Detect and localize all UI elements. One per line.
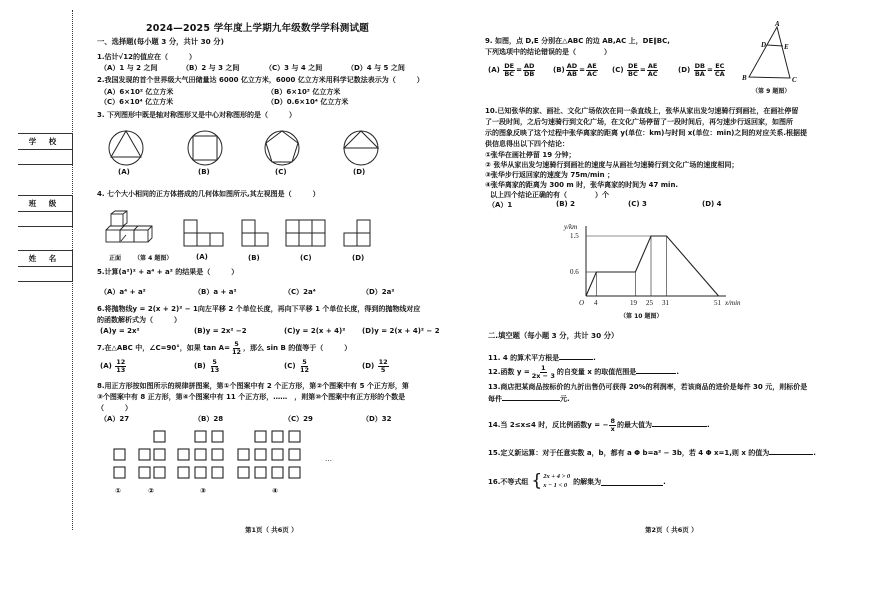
q2-option-d: （D）0.6×10⁴ 亿立方米 <box>267 98 349 106</box>
text-span: 12 <box>231 347 242 356</box>
class-label: 班 级 <box>18 196 72 212</box>
q6-option-d: (D)y = 2(x + 4)² − 2 <box>362 327 440 335</box>
name-label: 姓 名 <box>18 251 72 267</box>
chart-x-tick-19: 19 <box>630 299 637 307</box>
q9-point-c: C <box>792 76 797 84</box>
text-span: (A) <box>100 362 112 370</box>
q12 <box>488 365 679 379</box>
text-span: . <box>593 354 596 362</box>
q3-figure-b-circle-square <box>187 130 227 170</box>
chart-y-tick-1.5: 1.5 <box>570 232 579 240</box>
text-span: 13 <box>116 365 126 374</box>
q8-option-c: （C）29 <box>284 415 313 423</box>
text-span: BC <box>504 69 515 78</box>
text-span: DB <box>694 62 706 70</box>
q10-stem-line4: 供信息得出以下四个结论： <box>485 140 569 148</box>
text-span: 16.不等式组 <box>488 477 529 486</box>
q3-label-a: (A) <box>118 168 130 176</box>
q1-option-d: （D）4 与 5 之间 <box>347 64 405 72</box>
q6-option-b: (B)y = 2x² −2 <box>194 327 247 335</box>
q10-conclusion-4: ④张华离家的距离为 300 m 时，张华离家的时间为 47 min. <box>485 181 679 189</box>
q16 <box>488 473 666 490</box>
q10-stem-line3: 示的图象反映了这个过程中张华离家的距离 y(单位：km)与时间 x(单位：min)之间的对应关系.根据提 <box>485 129 808 137</box>
text-span: 5 <box>302 358 307 366</box>
text-span: 12 <box>116 358 126 366</box>
q10-conclusion-3: ③张华步行返回家的速度为 75m/min ； <box>485 171 615 179</box>
chart-x-tick-51: 51 <box>714 299 721 307</box>
text-span: CA <box>714 69 725 78</box>
text-span: 15.定义新运算：对于任意实数 a，b，都有 a Φ b=a² − 3b，若 4 Φ x=1,则 x 的值为 <box>488 449 770 457</box>
q7-option-b <box>194 359 221 373</box>
text-span: 8 <box>610 417 615 425</box>
text-span: 的自变量 x 的取值范围是 <box>556 368 637 376</box>
q13-line2 <box>488 393 570 404</box>
text-span: DE <box>627 62 638 70</box>
q12-answer-blank[interactable] <box>636 366 676 374</box>
q4-option-d-view <box>343 219 383 249</box>
binding-dotted-line <box>72 10 73 530</box>
name-field[interactable] <box>18 250 73 282</box>
q8-option-b: （B）28 <box>194 415 224 423</box>
chart-y-label: y/km <box>564 223 578 231</box>
q10-conclusion-2: ② 张华从家出发匀速骑行到画社的速度与从画社匀速骑行到文化广场的速度相同； <box>485 161 739 169</box>
q10-conclusion-1: ①张华在画社停留 19 分钟； <box>485 151 576 159</box>
q9-point-d: D <box>761 41 767 49</box>
q6-stem-line1: 6.将抛物线y = 2(x + 2)² − 1向左平移 2 个单位长度，再向下平移 1 个单位长度，得到的抛物线对应 <box>97 305 421 313</box>
text-span: 11. 4 的算术平方根是 <box>488 354 560 362</box>
school-label: 学 校 <box>18 134 72 150</box>
q9-option-b: (B) $\frac{AD}{AB}$ = $\frac{AE}{AC}$ <box>553 62 597 78</box>
q15 <box>488 447 816 458</box>
q7-stem <box>97 341 351 355</box>
q2-option-c: （C）6×10⁴ 亿立方米 <box>100 98 174 106</box>
q15-answer-blank[interactable] <box>769 447 813 455</box>
text-span: x <box>610 424 615 433</box>
text-span: (D) <box>362 362 375 370</box>
q13-answer-blank[interactable] <box>502 393 560 401</box>
chart-y-tick-0.6: 0.6 <box>570 268 579 276</box>
text-span: 5 <box>380 365 386 374</box>
text-span: AD <box>523 62 535 70</box>
q9-option-c: (C) $\frac{DE}{BC}$ = $\frac{AE}{AC}$ <box>612 62 658 78</box>
q2-stem: 2.我国发现的首个世界级大气田储量达 6000 亿立方米，6000 亿立方米用科学记数法表示为（ ） <box>97 76 424 84</box>
q10-option-c: (C) 3 <box>628 200 647 208</box>
q9-option-a: (A) $\frac{DE}{BC}$ = $\frac{AD}{DB}$ <box>488 62 535 78</box>
q3-figure-a-circle-triangle <box>108 130 148 170</box>
q4-cube-figure <box>104 210 164 250</box>
text-span: . <box>706 421 710 429</box>
chart-x-tick-origin: O <box>579 299 585 307</box>
text-span: (C) <box>612 66 624 74</box>
text-span: 12.函数 y = <box>488 368 530 376</box>
text-span: AE <box>587 62 597 70</box>
text-span: AC <box>647 69 658 78</box>
q8-pattern-label-4: ④ <box>272 487 278 495</box>
q7-stem-pre: 7.在△ABC 中，∠C=90°，如果 tan A= <box>97 344 230 352</box>
chart-x-tick-31: 31 <box>662 299 669 307</box>
q4-label-c: (C) <box>300 254 312 262</box>
text-span: (B) <box>194 362 206 370</box>
text-span: DB <box>524 69 535 78</box>
q1-stem: 1.估计√12的值应在（ ） <box>97 53 196 61</box>
q7-option-c <box>284 359 311 373</box>
q5-option-c: （C）2a⁴ <box>284 288 316 296</box>
q4-label-d: (D) <box>352 254 365 262</box>
q4-option-b-view <box>241 219 281 249</box>
q9-option-d: (D) $\frac{DB}{BA}$ = $\frac{EC}{CA}$ <box>678 62 725 78</box>
q3-figure-c-circle-pentagon <box>264 130 304 170</box>
text-span: 5 <box>212 358 217 366</box>
text-span: (D) <box>678 66 691 74</box>
q10-option-d: (D) 4 <box>702 200 722 208</box>
text-span: 2x + 4 > 0 <box>543 473 571 481</box>
q14 <box>488 418 710 432</box>
q4-label-a: (A) <box>196 253 208 261</box>
text-span: 12 <box>299 365 310 374</box>
q7-stem-post: ，那么 sin B 的值等于（ ） <box>243 344 352 352</box>
q7-option-d <box>362 359 390 373</box>
q9-figure-caption: （第 9 题图） <box>752 88 791 95</box>
text-span: 12 <box>378 358 388 366</box>
text-span: 每件 <box>488 395 502 403</box>
text-span: . <box>676 368 679 376</box>
q4-stem: 4. 七个大小相同的正方体搭成的几何体如图所示,其左视图是（ ） <box>97 190 320 198</box>
q16-inequality-system <box>531 473 570 490</box>
text-span: 5 <box>234 340 239 348</box>
text-span: AC <box>587 69 597 78</box>
text-span: AE <box>647 62 658 70</box>
text-span: . <box>813 449 816 457</box>
q10-option-b: (B) 2 <box>556 200 576 208</box>
text-span: 1 <box>541 364 546 372</box>
q7-tan-fraction <box>231 341 242 355</box>
q9-point-e: E <box>784 43 789 51</box>
q8-ellipsis: … <box>325 455 332 463</box>
q16-answer-blank[interactable] <box>601 478 663 486</box>
text-span: 13 <box>210 365 220 374</box>
q5-option-a: （A）a⁴ + a² <box>100 288 146 296</box>
q10-option-a: （A）1 <box>488 201 513 209</box>
q13-line1: 13.商店把某商品按标价的九折出售仍可获得 20%的利润率，若该商品的进价是每件 30 元，则标价是 <box>488 383 808 391</box>
text-span: BC <box>628 69 638 78</box>
text-span: AB <box>566 69 577 78</box>
text-span: EC <box>715 62 725 70</box>
section-1-heading: 一、选择题(每小题 3 分，共计 30 分) <box>97 37 224 46</box>
text-span: AD <box>566 62 578 70</box>
q8-pattern-label-3: ③ <box>200 487 206 495</box>
q10-stem-line2: 了一段时间，之后匀速骑行到文化广场，在文化广场停留了一段时间后，再匀速步行返回家，如图所 <box>485 118 793 126</box>
q3-label-d: (D) <box>353 168 366 176</box>
q4-option-a-view <box>183 219 233 249</box>
q9-point-b: B <box>742 74 747 82</box>
text-span: DE <box>504 62 515 70</box>
q3-label-c: (C) <box>275 168 287 176</box>
q7-option-a <box>100 359 127 373</box>
exam-title: 2024—2025 学年度上学期九年级数学学科测试题 <box>146 23 369 34</box>
text-span: (A) <box>488 66 500 74</box>
q8-stem-line1: 8.用正方形按如图所示的规律拼图案，第①个图案中有 2 个正方形，第②个图案中有 5 个正方形，第 <box>97 382 409 390</box>
text-span: 的最大值为 <box>616 421 652 429</box>
text-span: 的解集为 <box>573 477 602 486</box>
text-span: x − 1 < 0 <box>543 481 568 489</box>
q5-option-d: （D）2a² <box>362 288 395 296</box>
q8-stem-line3: （ ） <box>97 404 132 412</box>
q8-stem-line2: ③个图案中有 8 正方形，第④个图案中有 11 个正方形，…… ，则第⑩个图案中有正方形的个数是 <box>97 393 406 401</box>
q6-option-a: (A)y = 2x² <box>100 327 140 335</box>
section-2-heading: 二.填空题（每小题 3 分，共计 30 分） <box>488 331 619 340</box>
q6-stem-line2: 的函数解析式为（ ） <box>97 316 181 324</box>
q4-label-b: (B) <box>248 254 260 262</box>
q1-option-b: （B）2 与 3 之间 <box>182 64 240 72</box>
q2-option-a: （A）6×10² 亿立方米 <box>100 88 174 96</box>
q8-pattern-label-2: ② <box>148 487 154 495</box>
q8-square-pattern <box>110 430 350 485</box>
q9-stem-line1: 9. 如图，点 D,E 分别在△ABC 的边 AB,AC 上，DE∥BC, <box>485 37 670 45</box>
page-2-footer: 第2页（ 共6页 ） <box>645 526 698 534</box>
q8-option-d: （D）32 <box>362 415 392 423</box>
q10-distance-time-chart <box>562 218 742 308</box>
q8-pattern-label-1: ① <box>115 487 121 495</box>
text-span: 14.当 2≤x≤4 时，反比例函数y = − <box>488 421 609 429</box>
q4-figure-caption: （第 4 题图） <box>134 255 173 262</box>
q2-option-b: （B）6×10³ 亿立方米 <box>267 88 341 96</box>
q1-option-a: （A）1 与 2 之间 <box>100 64 158 72</box>
q4-option-c-view <box>285 219 335 249</box>
q3-label-b: (B) <box>198 168 210 176</box>
q9-stem-line2: 下列选项中的结论错误的是（ ） <box>485 48 611 56</box>
q3-stem: 3. 下列图形中既是轴对称图形又是中心对称图形的是（ ） <box>97 111 296 119</box>
class-field[interactable] <box>18 195 73 227</box>
text-span: (C) <box>284 362 296 370</box>
chart-x-label: x/min <box>725 299 741 307</box>
page-1-footer: 第1页（ 共6页 ） <box>245 526 298 534</box>
text-span: . <box>663 477 666 486</box>
q3-figure-d-circle-chord-triangle <box>343 130 383 170</box>
chart-x-tick-4: 4 <box>594 299 598 307</box>
q9-point-a: A <box>775 20 780 28</box>
school-field[interactable] <box>18 133 73 165</box>
q10-figure-caption: （第 10 题图） <box>620 313 663 320</box>
q10-stem-line1: 10.已知张华的家、画社、文化广场依次在同一条直线上，张华从家出发匀速骑行到画社，在画社停留 <box>485 107 799 115</box>
chart-x-tick-25: 25 <box>646 299 653 307</box>
text-span: BA <box>694 69 705 78</box>
text-span: 元. <box>560 395 570 403</box>
q1-option-c: （C）3 与 4 之间 <box>265 64 323 72</box>
brace-icon: { <box>531 471 543 491</box>
q9-triangle-figure <box>740 22 800 84</box>
q8-option-a: （A）27 <box>100 415 130 423</box>
q11-answer-blank[interactable] <box>559 352 593 360</box>
q5-stem: 5.计算(a²)² + a⁴ + a² 的结果是（ ） <box>97 268 239 276</box>
text-span: (B) <box>553 66 565 74</box>
q5-option-b: （B）a + a² <box>194 288 237 296</box>
q14-answer-blank[interactable] <box>652 419 707 427</box>
q6-option-c: (C)y = 2(x + 4)² <box>284 327 346 335</box>
q10-question: 以上四个结论正确的有（ ）个 <box>490 191 609 199</box>
q11 <box>488 352 596 363</box>
text-span: 2x − 3 <box>531 371 555 380</box>
q4-front-label: 正面 <box>109 255 122 262</box>
